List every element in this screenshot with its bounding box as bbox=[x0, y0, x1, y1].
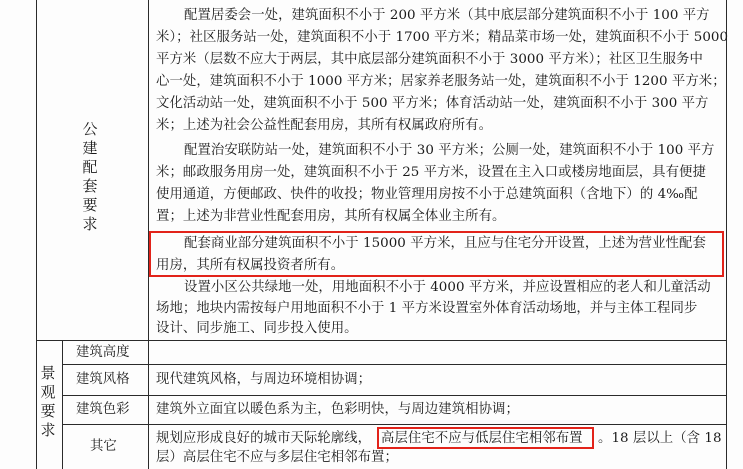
paragraph-1-line-6: 米；上述为社会公益性配套用房，其所有权属政府所有。 bbox=[156, 118, 493, 133]
table-divider-landscape bbox=[62, 340, 63, 469]
paragraph-3-line-1: 配套商业部分建筑面积不小于 15000 平方米，且应与住宅分开设置，上述为营业性配套 bbox=[184, 236, 706, 251]
row-divider-height bbox=[62, 364, 727, 365]
label-other: 其它 bbox=[90, 439, 117, 454]
paragraph-1-line-4: 心一处，建筑面积不小于 1000 平方米；居家养老服务站一处，建筑面积不小于 1200 平方米； bbox=[156, 74, 726, 89]
row-divider-style bbox=[62, 395, 727, 396]
paragraph-1-line-3: 平方米（层数不应大于两层，其中底层部分建筑面积不小于 3000 平方米）；社区卫生服务中 bbox=[156, 52, 703, 67]
row-divider-color bbox=[62, 424, 727, 425]
paragraph-1-line-2: 米）；社区服务站一处，建筑面积不小于 1700 平方米；精品菜市场一处，建筑面积不小于 5000 bbox=[156, 30, 729, 45]
content-other-after: 。18 层以上（含 18 bbox=[598, 431, 722, 446]
table-border-left bbox=[36, 0, 37, 469]
row-divider-public bbox=[36, 340, 727, 341]
paragraph-4-line-2: 场地；地块内需按每户用地面积不小于 1 平方米设置室外体育活动场地，并与主体工程同步 bbox=[156, 301, 698, 316]
content-other-before: 规划应形成良好的城市天际轮廓线， bbox=[156, 431, 372, 446]
content-other-line-2: 层）高层住宅不应与多层住宅相邻布置； bbox=[156, 450, 398, 465]
paragraph-2-line-4: 置；上述为非营业性配套用房，其所有权属全体业主所有。 bbox=[156, 209, 506, 224]
content-other-highlight: 高层住宅不应与低层住宅相邻布置 bbox=[381, 431, 583, 446]
paragraph-1-line-5: 文化活动站一处，建筑面积不小于 500 平方米；体育活动站一处，建筑面积不小于 300 平方 bbox=[156, 96, 709, 111]
landscape-header: 景 观 要 求 bbox=[40, 364, 56, 439]
table-border-right bbox=[726, 0, 727, 469]
paragraph-4-line-1: 设置小区公共绿地一处，用地面积不小于 4000 平方米，并应设置相应的老人和儿童活动 bbox=[184, 280, 711, 295]
label-building-height: 建筑高度 bbox=[76, 345, 130, 360]
paragraph-2-line-3: 使用通道，方便邮政、快件的收投；物业管理用房按不小于总建筑面积（含地下）的 4‰配 bbox=[156, 187, 698, 202]
paragraph-2-line-1: 配置治安联防站一处，建筑面积不小于 30 平方米；公厕一处，建筑面积不小于 100 平方 bbox=[184, 143, 715, 158]
content-building-style: 现代建筑风格，与周边环境相协调； bbox=[156, 372, 372, 387]
paragraph-1-line-1: 配置居委会一处，建筑面积不小于 200 平方米（其中底层部分建筑面积不小于 100 平方 bbox=[184, 8, 710, 23]
paragraph-4-line-3: 设计、同步施工、同步投入使用。 bbox=[156, 321, 358, 336]
public-facility-header: 公 建 配 套 要 求 bbox=[82, 120, 98, 233]
label-building-color: 建筑色彩 bbox=[76, 402, 130, 417]
content-building-color: 建筑外立面宜以暖色系为主，色彩明快，与周边建筑相协调； bbox=[156, 402, 519, 417]
label-building-style: 建筑风格 bbox=[76, 372, 130, 387]
paragraph-3-line-2: 用房，其所有权属投资者所有。 bbox=[156, 258, 345, 273]
paragraph-2-line-2: 米；邮政服务用房一处，建筑面积不小于 25 平方米，设置在主入口或楼房地面层，具有便捷 bbox=[156, 165, 706, 180]
